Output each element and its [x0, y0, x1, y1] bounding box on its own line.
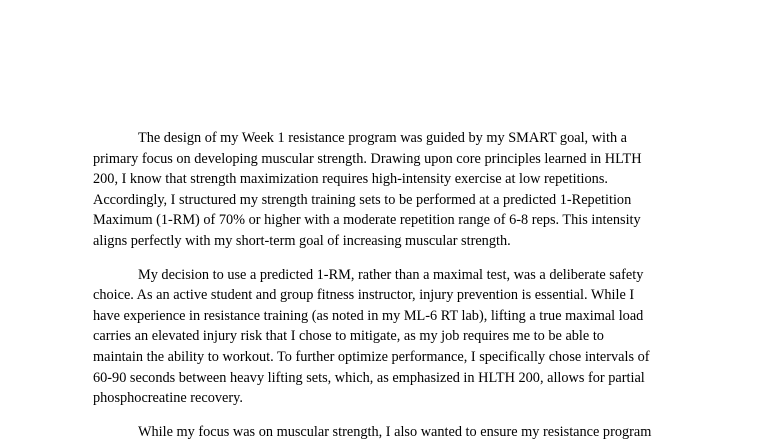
- paragraph-program-design: [93, 128, 697, 252]
- text-line: 200, I know that strength maximization requires high-intensity exercise at low repetitions.: [93, 171, 608, 188]
- paragraph-muscular-strength-focus: [93, 422, 697, 441]
- text-line: choice. As an active student and group fitness instructor, injury prevention is essential. While I: [93, 287, 635, 304]
- document-body: [93, 128, 697, 441]
- text-line: 60-90 seconds between heavy lifting sets, which, as emphasized in HLTH 200, allows for partial: [93, 369, 645, 386]
- text-line: aligns perfectly with my short-term goal of increasing muscular strength.: [93, 232, 511, 249]
- text-line: carries an elevated injury risk that I chose to mitigate, as my job requires me to be able to: [93, 328, 604, 345]
- text-line: maintain the ability to workout. To further optimize performance, I specifically chose intervals of: [93, 348, 650, 365]
- text-line: My decision to use a predicted 1-RM, rather than a maximal test, was a deliberate safety: [138, 266, 644, 283]
- paragraph-predicted-1rm: [93, 265, 697, 409]
- text-line: primary focus on developing muscular strength. Drawing upon core principles learned in HLTH: [93, 150, 642, 167]
- text-line: phosphocreatine recovery.: [93, 390, 243, 407]
- text-line: Accordingly, I structured my strength training sets to be performed at a predicted 1-Repetition: [93, 191, 632, 208]
- text-line: Maximum (1-RM) of 70% or higher with a moderate repetition range of 6-8 reps. This intensity: [93, 212, 641, 229]
- text-line: While my focus was on muscular strength, I also wanted to ensure my resistance program: [138, 423, 652, 440]
- text-line: have experience in resistance training (as noted in my ML-6 RT lab), lifting a true maximal load: [93, 307, 644, 324]
- text-line: The design of my Week 1 resistance program was guided by my SMART goal, with a: [138, 130, 628, 146]
